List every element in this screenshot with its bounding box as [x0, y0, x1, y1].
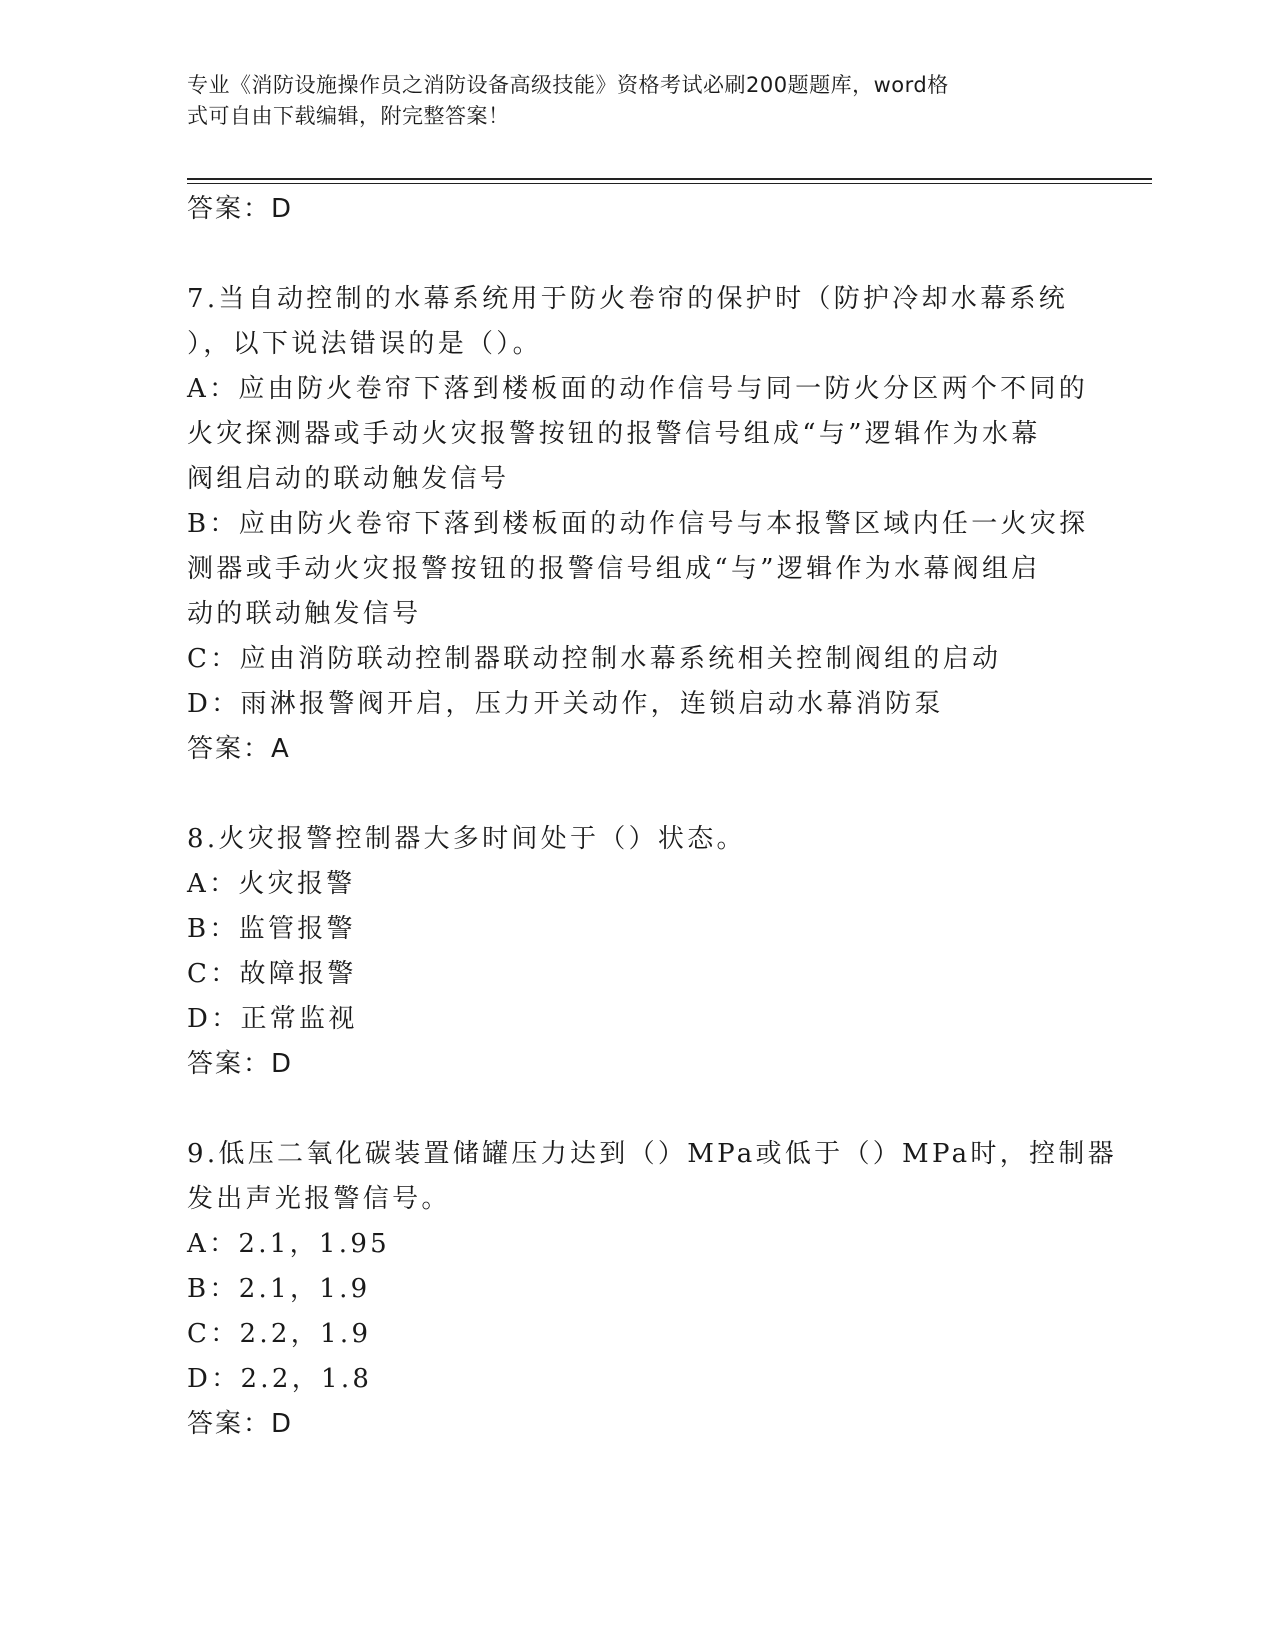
document-header — [187, 70, 1067, 132]
option-line: B：应由防火卷帘下落到楼板面的动作信号与本报警区域内任一火灾探 — [187, 509, 1089, 539]
option-line: 动的联动触发信号 — [187, 599, 422, 629]
option-line: B：2.1，1.9 — [187, 1274, 371, 1304]
option-line: 阀组启动的联动触发信号 — [187, 464, 510, 494]
question-stem-line: 7.当自动控制的水幕系统用于防火卷帘的保护时（防护冷却水幕系统 — [187, 284, 1069, 314]
question-list — [187, 187, 1117, 1447]
question-7 — [187, 277, 1087, 772]
option-line: B：监管报警 — [187, 914, 356, 944]
option-line: A：火灾报警 — [187, 869, 356, 899]
option-line: A：应由防火卷帘下落到楼板面的动作信号与同一防火分区两个不同的 — [187, 374, 1089, 404]
option-line: A：2.1，1.95 — [187, 1229, 391, 1259]
option-line: C：2.2，1.9 — [187, 1319, 372, 1349]
option-line: C：故障报警 — [187, 959, 357, 989]
header-line-1: 专业《消防设施操作员之消防设备高级技能》资格考试必刷200题题库，word格 — [187, 73, 949, 97]
header-divider-thin — [187, 183, 1152, 184]
spacer — [187, 232, 1087, 277]
previous-answer: 答案：D — [187, 194, 294, 224]
question-stem-line: 8.火灾报警控制器大多时间处于（）状态。 — [187, 824, 746, 854]
option-line: 测器或手动火灾报警按钮的报警信号组成“与”逻辑作为水幕阀组启 — [187, 554, 1041, 584]
question-stem-line: 9.低压二氧化碳装置储罐压力达到（）MPa或低于（）MPa时，控制器 — [187, 1139, 1117, 1169]
option-line: D：2.2，1.8 — [187, 1364, 373, 1394]
option-line: D：雨淋报警阀开启，压力开关动作，连锁启动水幕消防泵 — [187, 689, 944, 719]
question-9 — [187, 1132, 1117, 1447]
spacer — [187, 1087, 1087, 1132]
answer-line: 答案：D — [187, 1049, 294, 1079]
question-stem-line: 发出声光报警信号。 — [187, 1184, 451, 1214]
header-line-2: 式可自由下载编辑，附完整答案！ — [187, 104, 510, 128]
option-line: C：应由消防联动控制器联动控制水幕系统相关控制阀组的启动 — [187, 644, 1002, 674]
question-stem-line: ），以下说法错误的是（）。 — [187, 329, 542, 359]
spacer — [187, 772, 1087, 817]
option-line: 火灾探测器或手动火灾报警按钮的报警信号组成“与”逻辑作为水幕 — [187, 419, 1041, 449]
answer-line: 答案：D — [187, 1409, 294, 1439]
answer-line: 答案：A — [187, 734, 291, 764]
header-divider-thick — [187, 178, 1152, 180]
option-line: D：正常监视 — [187, 1004, 358, 1034]
question-8 — [187, 817, 1087, 1087]
